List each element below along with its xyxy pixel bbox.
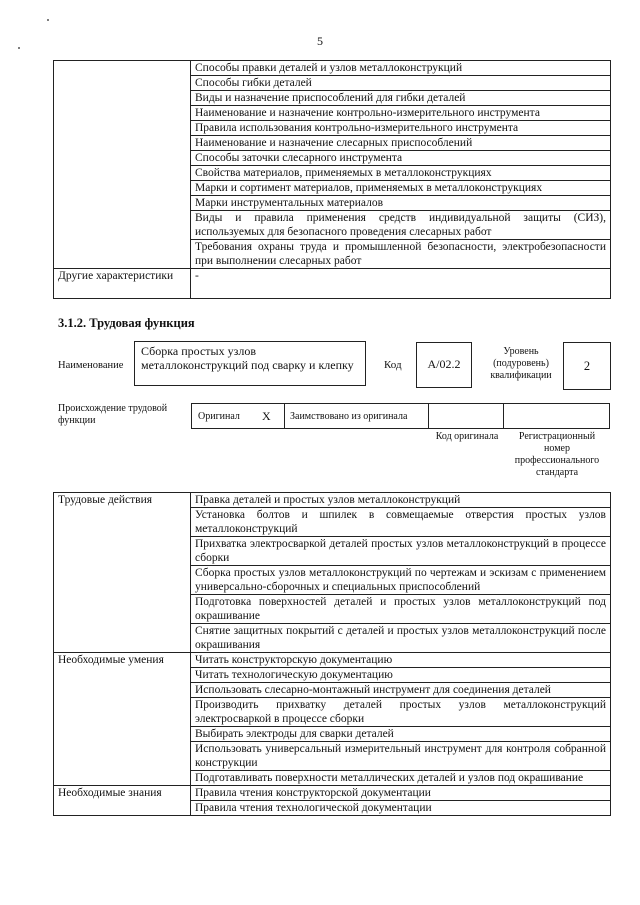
level-label: Уровень (подуровень) квалификации — [490, 346, 552, 381]
table-row: Сборка простых узлов металлоконструкций по чертежам и эскизам с применением универсально-сборочных и специальных приспособлений — [191, 566, 611, 595]
table-row: Марки инструментальных материалов — [191, 196, 611, 211]
table-row: Виды и правила применения средств индивидуальной защиты (СИЗ), используемых для безопасного проведения слесарных работ — [191, 211, 611, 240]
empty-label-cell — [54, 61, 191, 269]
skills-label: Необходимые умения — [54, 653, 191, 786]
origin-label: Происхождение трудовой функции — [58, 403, 168, 426]
name-box — [134, 341, 366, 386]
table-row: Марки и сортимент материалов, применяемых в металлоконструкциях — [191, 181, 611, 196]
level-value: 2 — [583, 359, 591, 373]
table-row: Способы гибки деталей — [191, 76, 611, 91]
origin-divider — [284, 404, 285, 428]
table-row: Производить прихватку деталей простых узлов металлоконструкций электросваркой в процессе сборки — [191, 698, 611, 727]
table-row: Наименование и назначение слесарных приспособлений — [191, 136, 611, 151]
table-row: Подготовка поверхностей деталей и простых узлов металлоконструкций под окрашивание — [191, 595, 611, 624]
original-mark: X — [262, 409, 271, 423]
top-knowledge-table — [53, 60, 611, 299]
table-row: Установка болтов и шпилек в совмещаемые отверстия простых узлов металлоконструкций — [191, 508, 611, 537]
table-row: Правила чтения технологической документации — [191, 801, 611, 816]
origin-divider — [503, 404, 504, 428]
code-label: Код — [384, 359, 402, 371]
labor-actions-label: Трудовые действия — [54, 493, 191, 653]
code-box — [416, 342, 472, 388]
origin-divider — [428, 404, 429, 428]
code-value: A/02.2 — [427, 357, 461, 371]
page-number: 5 — [317, 34, 323, 48]
table-row: Читать конструкторскую документацию — [191, 653, 611, 668]
table-row: Прихватка электросваркой деталей простых узлов металлоконструкций в процессе сборки — [191, 537, 611, 566]
section-title: 3.1.2. Трудовая функция — [58, 316, 195, 330]
table-row: Правила чтения конструкторской документации — [191, 786, 611, 801]
table-row: Выбирать электроды для сварки деталей — [191, 727, 611, 742]
table-row: Использовать универсальный измерительный инструмент для контроля собранной конструкции — [191, 742, 611, 771]
table-row: Требования охраны труда и промышленной безопасности, электробезопасности при выполнении слесарных работ — [191, 240, 611, 269]
level-box — [563, 342, 611, 390]
table-row: Виды и назначение приспособлений для гибки деталей — [191, 91, 611, 106]
scan-speck — [47, 19, 49, 21]
code-original-caption: Код оригинала — [435, 431, 499, 442]
registration-caption: Регистрационный номер профессионального стандарта — [514, 431, 600, 478]
original-label: Оригинал — [198, 411, 240, 422]
table-row: Подготавливать поверхности металлических деталей и узлов под окрашивание — [191, 771, 611, 786]
other-characteristics-value: - — [191, 269, 611, 299]
labor-function-table — [53, 492, 611, 816]
table-row: Правка деталей и простых узлов металлоконструкций — [191, 493, 611, 508]
origin-row — [191, 403, 610, 429]
table-row: Способы правки деталей и узлов металлоконструкций — [191, 61, 611, 76]
table-row: Свойства материалов, применяемых в металлоконструкциях — [191, 166, 611, 181]
table-row: Читать технологическую документацию — [191, 668, 611, 683]
borrowed-label: Заимствовано из оригинала — [290, 411, 408, 422]
table-row: Наименование и назначение контрольно-измерительного инструмента — [191, 106, 611, 121]
table-row: Использовать слесарно-монтажный инструмент для соединения деталей — [191, 683, 611, 698]
name-label: Наименование — [58, 360, 124, 371]
table-row: Способы заточки слесарного инструмента — [191, 151, 611, 166]
other-characteristics-label: Другие характеристики — [54, 269, 191, 299]
knowledge-label: Необходимые знания — [54, 786, 191, 816]
table-row: Снятие защитных покрытий с деталей и простых узлов металлоконструкций после окрашивания — [191, 624, 611, 653]
table-row: Правила использования контрольно-измерительного инструмента — [191, 121, 611, 136]
name-value: Сборка простых узлов металлоконструкций под сварку и клепку — [141, 344, 354, 372]
